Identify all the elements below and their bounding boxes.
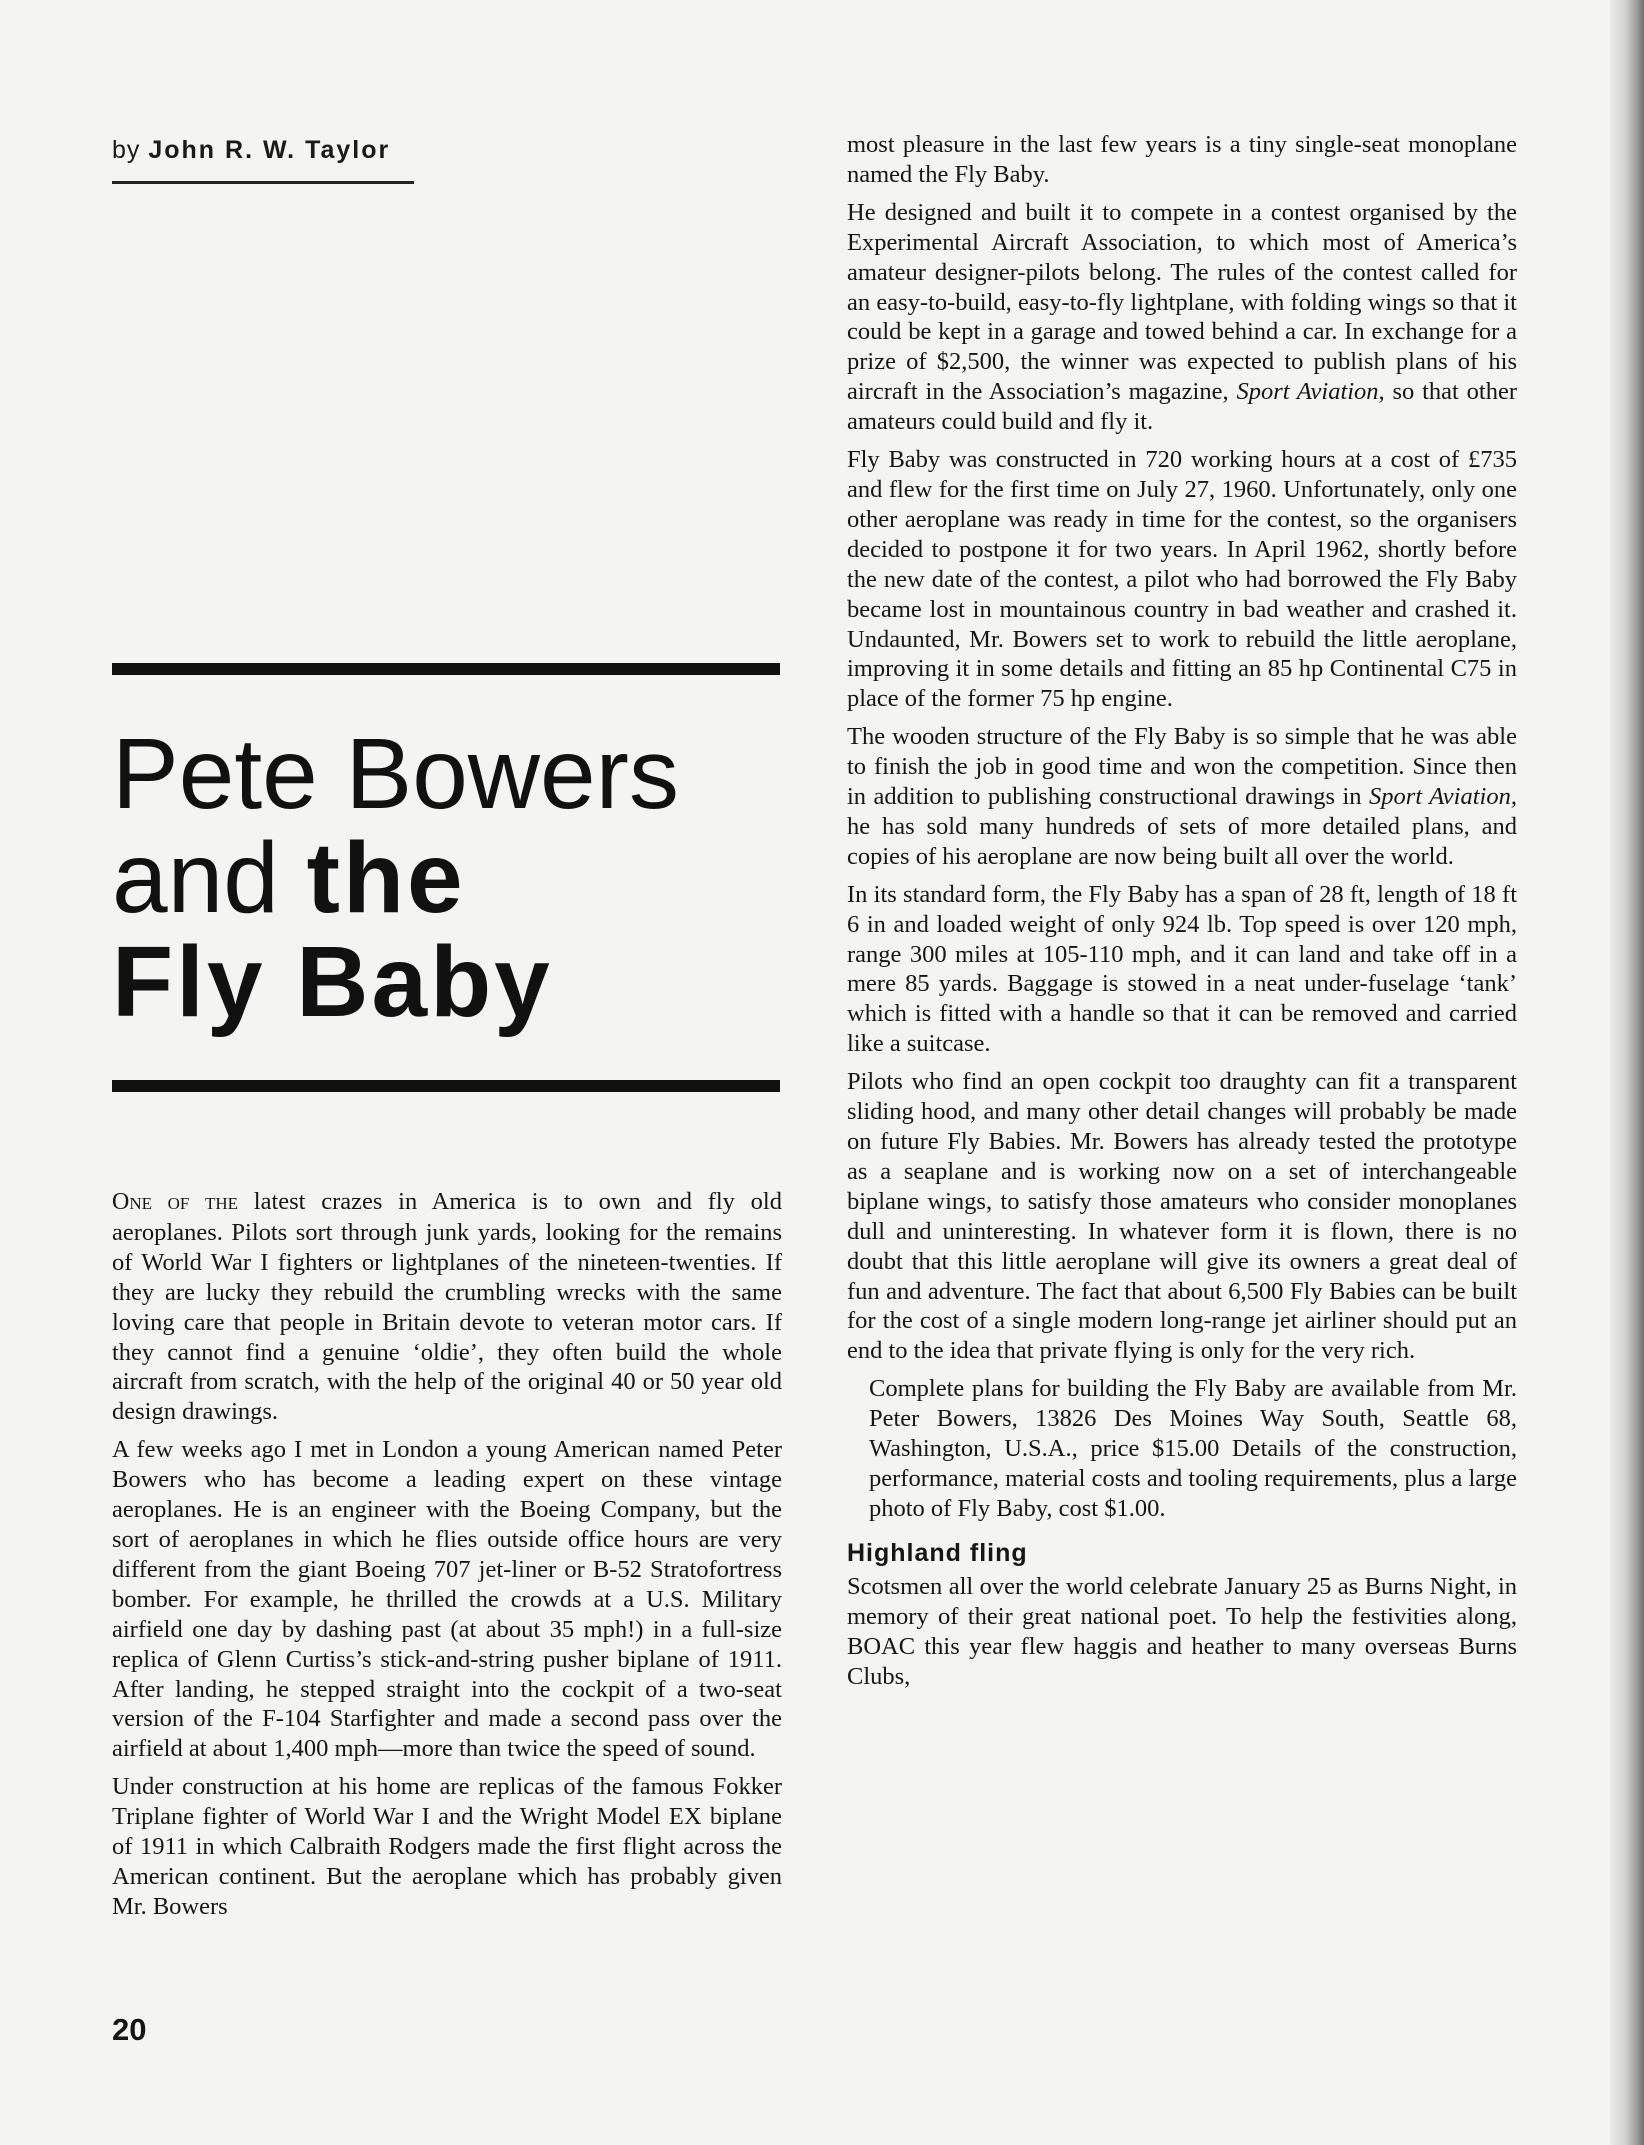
title-bottom-bar (112, 1080, 780, 1092)
magazine-name-2: Sport Aviation, (1369, 783, 1517, 811)
contest-text: He designed and built it to compete in a contest organised by the Experimental Aircraft Association, to which most of America’s amateur designer-pilots belong. The rules of the contest called for an easy-to-build, easy-to-fly lightplane, with folding wings so that it could be kept in a garage and towed behind a car. In exchange for a prize of $2,500, the winner was expected to publish plans of his aircraft in the Association’s magazine, (847, 198, 1517, 406)
competition-text: The wooden structure of the Fly Baby is so simple that he was able to finish the job in good time and won the competition. Since then in addition to publishing constructional drawings in (847, 723, 1517, 811)
title-line-3: Fly Baby (112, 926, 553, 1038)
page-binding-edge (1610, 0, 1644, 2145)
paragraph-specifications: In its standard form, the Fly Baby has a span of 28 ft, length of 18 ft 6 in and loaded weight of only 924 lb. Top speed is over 120 mph, range 300 miles at 105-110 mph, and it can land and take off in a mere 85 yards. Baggage is stowed in a neat under-fuselage ‘tank’ which is fitted with a handle so that it can be removed and carried like a suitcase. (847, 880, 1517, 1058)
paragraph-fly-baby-intro: most pleasure in the last few years is a tiny single-seat monoplane named the Fly Baby. (847, 131, 1517, 188)
paragraph-competition (847, 722, 1517, 872)
byline-rule (112, 181, 414, 184)
lead-in-small-caps: One of the (112, 1189, 239, 1215)
plans-availability-note: Complete plans for building the Fly Baby are available from Mr. Peter Bowers, 13826 Des Moines Way South, Seattle 68, Washington, U.S.A., price $15.00 Details of the construction, performance, material costs and tooling requirements, plus a large photo of Fly Baby, cost $1.00. (869, 1375, 1517, 1522)
paragraph-peter-bowers: A few weeks ago I met in London a young American named Peter Bowers who has become a leading expert on these vintage aeroplanes. He is an engineer with the Boeing Company, but the sort of aeroplanes in which he flies outside office hours are very different from the giant Boeing 707 jet-liner or B-52 Stratofortress bomber. For example, he thrilled the crowds at a U.S. Military airfield one day by dashing past (at about 35 mph!) in a full-size replica of Glenn Curtiss’s stick-and-string pusher biplane of 1911. After landing, he stepped straight into the cockpit of a two-seat version of the F-104 Starfighter and made a second pass over the airfield at about 1,400 mph—more than twice the speed of sound. (112, 1436, 782, 1763)
paragraph-intro (112, 1187, 782, 1427)
subheading-highland-fling: Highland fling (847, 1538, 1028, 1567)
title-word-the: the (306, 822, 466, 934)
contest-text-end: so that other amateurs could build and fly it. (847, 378, 1517, 436)
page-number: 20 (112, 2012, 147, 2047)
left-column (112, 1187, 782, 1930)
competition-text-end: he has sold many hundreds of sets of more detailed plans, and copies of his aeroplane are now being built all over the world. (847, 812, 1517, 870)
paragraph-replicas: Under construction at his home are replicas of the famous Fokker Triplane fighter of World War I and the Wright Model EX biplane of 1911 in which Calbraith Rodgers made the first flight across the American continent. But the aeroplane which has probably given Mr. Bowers (112, 1773, 782, 1920)
title-top-bar (112, 663, 780, 675)
paragraph-contest (847, 198, 1517, 437)
paragraph-burns-night: Scotsmen all over the world celebrate January 25 as Burns Night, in memory of their great national poet. To help the festivities along, BOAC this year flew haggis and heather to many overseas Burns Clubs, (847, 1572, 1517, 1690)
byline-author: John R. W. Taylor (148, 136, 391, 164)
title-word-and: and (112, 822, 279, 934)
title-line-2 (112, 822, 792, 934)
paragraph-future-changes: Pilots who find an open cockpit too draughty can fit a transparent sliding hood, and many other detail changes will probably be made on future Fly Babies. Mr. Bowers has already tested the prototype as a seaplane and is working now on a set of interchangeable biplane wings, to satisfy those amateurs who consider monoplanes dull and uninteresting. In whatever form it is flown, there is no doubt that this little aeroplane will give its owners a great deal of fun and adventure. The fact that about 6,500 Fly Babies can be built for the cost of a single modern long-range jet airliner should put an end to the idea that private flying is only for the very rich. (847, 1068, 1517, 1365)
intro-text: latest crazes in America is to own and fly old aeroplanes. Pilots sort through junk yards, looking for the remains of World War I fighters or lightplanes of the nineteen-twenties. If they are lucky they rebuild the crumbling wrecks with the same loving care that people in Britain devote to veteran motor cars. If they cannot find a genuine ‘oldie’, they often build the whole aircraft from scratch, with the help of the original 40 or 50 year old design drawings. (112, 1188, 782, 1426)
paragraph-construction: Fly Baby was constructed in 720 working hours at a cost of £735 and flew for the first time on July 27, 1960. Unfortunately, only one other aeroplane was ready in time for the contest, so the organisers decided to postpone it for two years. In April 1962, shortly before the new date of the contest, a pilot who had borrowed the Fly Baby became lost in mountainous country in bad weather and crashed it. Undaunted, Mr. Bowers set to work to rebuild the little aeroplane, improving it in some details and fitting an 85 hp Continental C75 in place of the former 75 hp engine. (847, 446, 1517, 713)
byline-prefix: by (112, 136, 141, 164)
article-title (112, 718, 792, 1038)
right-column (847, 130, 1517, 1699)
title-line-1: Pete Bowers (112, 718, 679, 830)
byline (112, 136, 414, 165)
magazine-name: Sport Aviation, (1236, 378, 1385, 406)
